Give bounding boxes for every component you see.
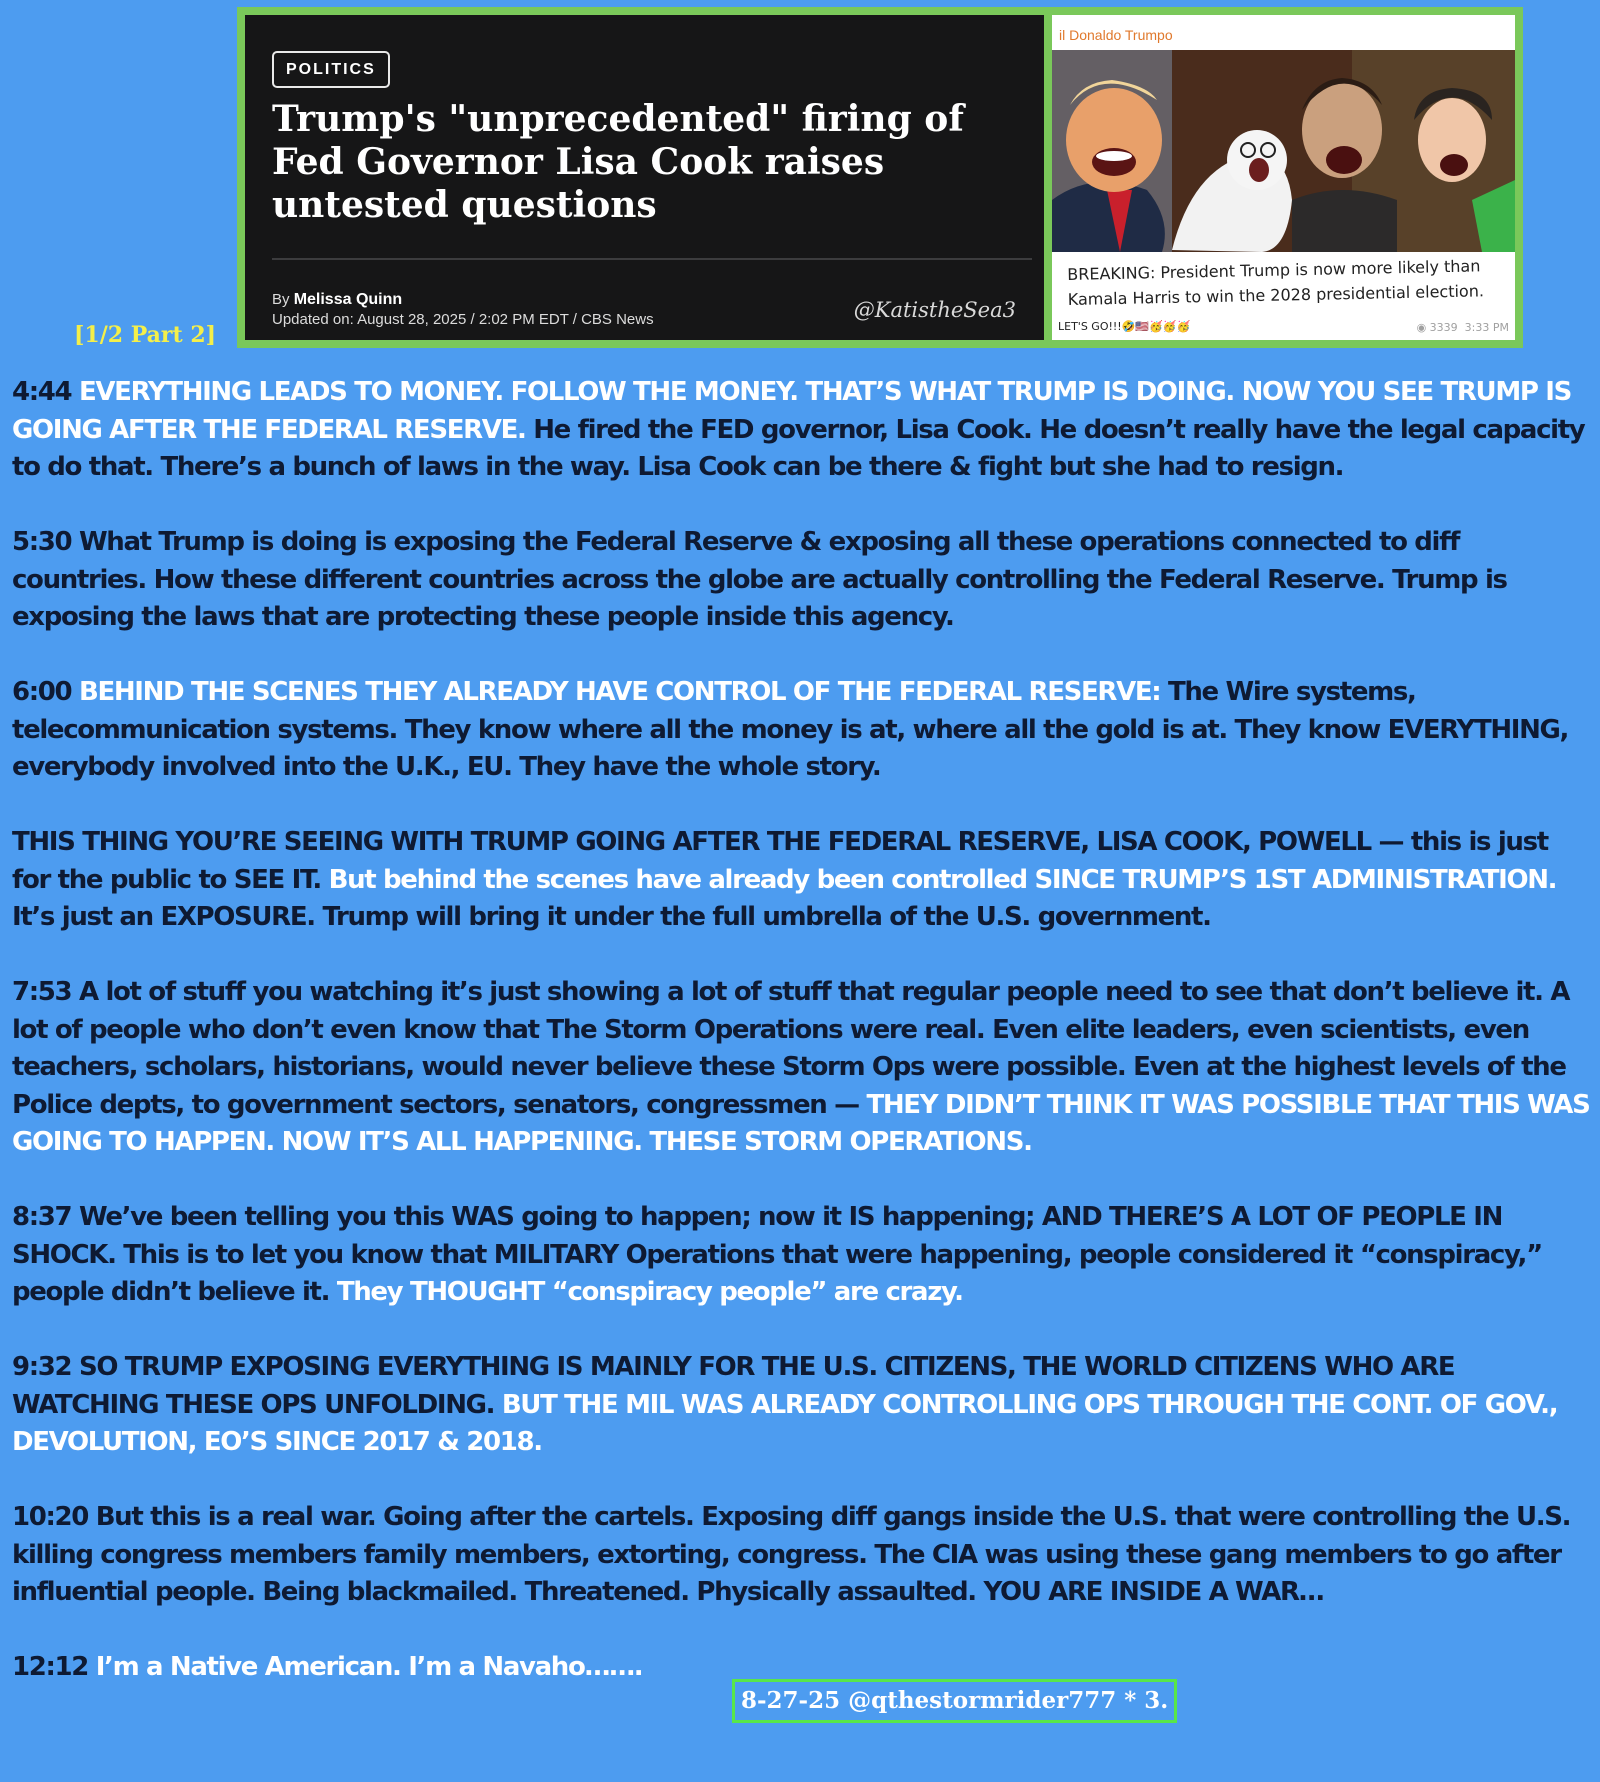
transcript-text: 4:44 xyxy=(12,377,79,407)
byline-prefix: By xyxy=(272,291,290,308)
highlighted-text: THEY DIDN’T THINK IT WAS POSSIBLE THAT THIS WAS GOING TO HAPPEN. NOW IT’S ALL HAPPENING. THESE STORM OPERATIONS. xyxy=(12,1089,1590,1157)
post-time: 3:33 PM xyxy=(1464,321,1509,334)
transcript-text: THIS THING YOU’RE SEEING WITH TRUMP GOING AFTER THE FEDERAL RESERVE, LISA COOK, POWELL — this is just for the public to SEE IT. xyxy=(12,827,1548,895)
transcript-paragraph xyxy=(12,1199,1592,1312)
social-post-screenshot xyxy=(1052,15,1515,340)
transcript-paragraph xyxy=(12,524,1592,637)
highlighted-text: I’m a Native American. I’m a Navaho……. xyxy=(95,1652,643,1682)
author-name: Melissa Quinn xyxy=(293,291,403,308)
transcript-text: It’s just an EXPOSURE. Trump will bring it under the full umbrella of the U.S. government. xyxy=(12,902,1211,932)
view-count: 3339 xyxy=(1429,321,1458,334)
meme-photo xyxy=(1052,50,1515,252)
signature-box: 8-27-25 @qthestormrider777 * 3. xyxy=(732,1679,1177,1723)
transcript-paragraph xyxy=(12,374,1592,487)
news-article-screenshot xyxy=(245,15,1044,340)
divider xyxy=(272,258,1032,260)
transcript-text: 9:32 SO TRUMP EXPOSING EVERYTHING IS MAINLY FOR THE U.S. CITIZENS, THE WORLD CITIZENS WHO ARE WATCHING THESE OPS UNFOLDING. xyxy=(12,1352,1455,1420)
laughing-faces-illustration xyxy=(1052,50,1515,252)
transcript-text: 12:12 xyxy=(12,1652,96,1682)
transcript-paragraph xyxy=(12,1349,1592,1462)
highlighted-text: EVERYTHING LEADS TO MONEY. FOLLOW THE MONEY. THAT’S WHAT TRUMP IS DOING. NOW YOU SEE TRUMP IS GOING AFTER THE FEDERAL RESERVE. xyxy=(12,377,1571,445)
transcript-paragraph xyxy=(12,974,1592,1162)
transcript-text: 5:30 What Trump is doing is exposing the Federal Reserve & exposing all these operations connected to diff countries. How these different countries across the globe are actually controlling the Federal Reserve. Trump is exposing the laws that are protecting these people inside this agency. xyxy=(12,527,1507,632)
highlighted-text: But behind the scenes have already been controlled SINCE TRUMP’S 1ST ADMINISTRATION. xyxy=(320,864,1557,895)
part-label: [1/2 Part 2] xyxy=(74,322,217,348)
post-meta xyxy=(1417,321,1509,334)
transcript-text: The Wire systems, telecommunication systems. They know where all the money is at, where all the gold is at. They know EVERYTHING, everybody involved into the U.K., EU. They have the whole story. xyxy=(12,677,1569,782)
article-byline xyxy=(272,290,654,330)
category-badge: POLITICS xyxy=(272,51,390,88)
article-headline: Trump's "unprecedented" firing of Fed Governor Lisa Cook raises untested questions xyxy=(272,98,964,226)
transcript-paragraph xyxy=(12,824,1592,937)
transcript-text: 8:37 We’ve been telling you this WAS going to happen; now it IS happening; AND THERE’S A LOT OF PEOPLE IN SHOCK. This is to let you know that MILITARY Operations that were happening, people considered it “conspiracy,” people didn’t believe it. xyxy=(12,1202,1542,1307)
transcript-paragraph xyxy=(12,674,1592,787)
header-collage-image xyxy=(237,7,1523,348)
watermark: @KatistheSea3 xyxy=(853,298,1016,322)
eye-icon: ◉ xyxy=(1416,321,1427,334)
transcript-text: 7:53 A lot of stuff you watching it’s just showing a lot of stuff that regular people need to see that don’t believe it. A lot of people who don’t even know that The Storm Operations were real. Even elite leaders, even scientists, even teachers, scholars, historians, would never believe these Storm Ops were possible. Even at the highest levels of the Police depts, to government sectors, senators, congressmen — xyxy=(12,977,1570,1120)
post-caption: BREAKING: President Trump is now more likely than Kamala Harris to win the 2028 presidential election. xyxy=(1067,256,1485,309)
highlighted-text: BEHIND THE SCENES THEY ALREADY HAVE CONTROL OF THE FEDERAL RESERVE: xyxy=(78,677,1161,707)
highlighted-text: BUT THE MIL WAS ALREADY CONTROLLING OPS THROUGH THE CONT. OF GOV., DEVOLUTION, EO’S SINCE 2017 & 2018. xyxy=(12,1389,1558,1457)
updated-timestamp: Updated on: August 28, 2025 / 2:02 PM EDT / CBS News xyxy=(272,311,654,328)
transcript-paragraph xyxy=(12,1499,1592,1612)
transcript-body xyxy=(12,374,1592,1724)
transcript-text: 10:20 But this is a real war. Going after the cartels. Exposing diff gangs inside the U.S. that were controlling the U.S. killing congress members family members, extorting, congress. The CIA was using these gang members to go after influential people. Being blackmailed. Threatened. Physically assaulted. YOU ARE INSIDE A WAR… xyxy=(12,1502,1571,1607)
highlighted-text: They THOUGHT “conspiracy people” are crazy. xyxy=(329,1277,963,1307)
transcript-text: He fired the FED governor, Lisa Cook. He doesn’t really have the legal capacity to do that. There’s a bunch of laws in the way. Lisa Cook can be there & fight but she had to resign. xyxy=(12,414,1585,482)
post-author: il Donaldo Trumpo xyxy=(1059,27,1173,43)
post-footer-text: LET'S GO!!!🤣🇺🇸🥳🥳🥳 xyxy=(1058,320,1191,333)
transcript-text: 6:00 xyxy=(12,677,79,707)
